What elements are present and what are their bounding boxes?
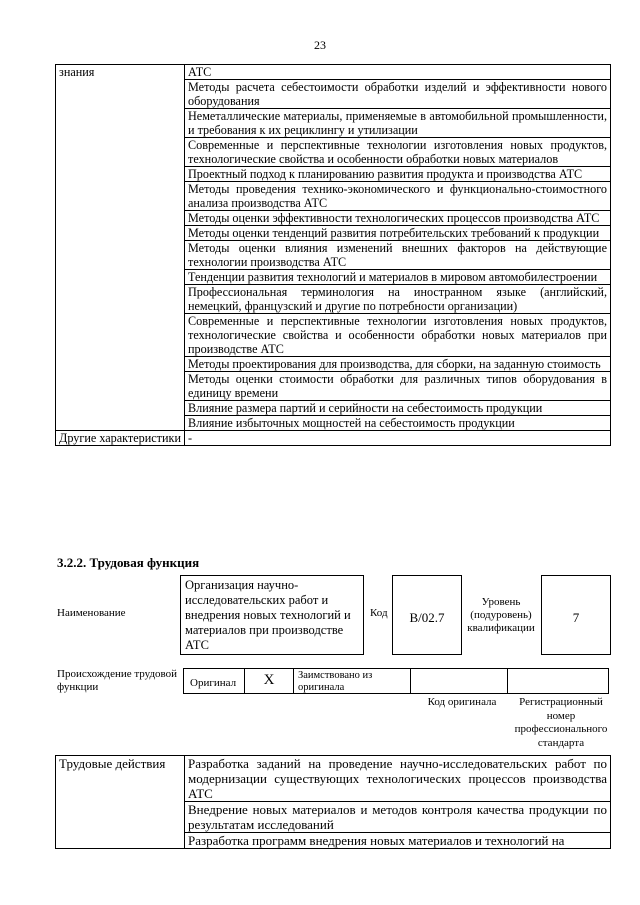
knowledge-item: Методы оценки стоимости обработки для различных типов оборудования в единицу времени xyxy=(185,372,611,401)
page-number: 23 xyxy=(314,38,326,52)
knowledge-item: Неметаллические материалы, применяемые в автомобильной промышленности, и требования к их рециклингу и утилизации xyxy=(185,109,611,138)
origin-label: Происхождение трудовой функции xyxy=(57,668,178,693)
knowledge-item: Методы оценки тенденций развития потребительских требований к продукции xyxy=(185,226,611,241)
knowledge-item: Современные и перспективные технологии изготовления новых продуктов, технологические свойства и особенности обработки новых материалов xyxy=(185,138,611,167)
knowledge-item: Влияние избыточных мощностей на себестоимость продукции xyxy=(185,416,611,431)
knowledge-item: Методы оценки влияния изменений внешних факторов на действующие технологии производства АТС xyxy=(185,241,611,270)
original-mark: X xyxy=(244,668,294,694)
knowledge-item: Методы проектирования для производства, для сборки, на заданную стоимость xyxy=(185,357,611,372)
section-title: 3.2.2. Трудовая функция xyxy=(57,555,200,570)
reg-number-label: Регистрационный номер профессионального стандарта xyxy=(514,696,608,749)
actions-label: Трудовые действия xyxy=(56,756,185,849)
origin-row xyxy=(184,668,611,694)
function-code-value: B/02.7 xyxy=(392,575,462,655)
action-item: Разработка заданий на проведение научно-исследовательских работ по модернизации существующих технологических процессов производства АТС xyxy=(185,756,611,802)
other-characteristics-value: - xyxy=(185,431,611,446)
knowledge-item: АТС xyxy=(185,65,611,80)
action-row xyxy=(56,756,611,802)
code-original-cell xyxy=(410,668,508,694)
function-name-label: Наименование xyxy=(57,607,126,619)
qualification-level-value: 7 xyxy=(541,575,611,655)
knowledge-row xyxy=(56,65,611,80)
original-label: Оригинал xyxy=(183,668,245,694)
knowledge-item: Профессиональная терминология на иностранном языке (английский, немецкий, французский и другие по потребности организации) xyxy=(185,285,611,314)
borrowed-label: Заимствовано из оригинала xyxy=(293,668,411,694)
knowledge-item: Влияние размера партий и серийности на себестоимость продукции xyxy=(185,401,611,416)
code-original-label: Код оригинала xyxy=(427,696,497,708)
function-name-value: Организация научно-исследовательских работ и внедрения новых технологий и материалов при производстве АТС xyxy=(180,575,364,655)
knowledge-item: Проектный подход к планированию развития продукта и производства АТС xyxy=(185,167,611,182)
knowledge-table xyxy=(55,64,611,446)
function-code-label: Код xyxy=(370,607,388,619)
action-item: Внедрение новых материалов и методов контроля качества продукции по результатам исследований xyxy=(185,802,611,833)
knowledge-item: Тенденции развития технологий и материалов в мировом автомобилестроении xyxy=(185,270,611,285)
other-characteristics-row xyxy=(56,431,611,446)
knowledge-label: знания xyxy=(56,65,185,431)
knowledge-item: Методы расчета себестоимости обработки изделий и эффективности нового оборудования xyxy=(185,80,611,109)
knowledge-item: Методы проведения технико-экономического и функционально-стоимостного анализа производства АТС xyxy=(185,182,611,211)
reg-number-cell xyxy=(507,668,609,694)
knowledge-item: Современные и перспективные технологии изготовления новых продуктов, технологические свойства и особенности обработки новых материалов при производстве АТС xyxy=(185,314,611,357)
knowledge-item: Методы оценки эффективности технологических процессов производства АТС xyxy=(185,211,611,226)
action-item: Разработка программ внедрения новых материалов и технологий на xyxy=(185,833,611,849)
other-characteristics-label: Другие характеристики xyxy=(56,431,185,446)
qualification-level-label: Уровень (подуровень) квалификации xyxy=(467,596,535,634)
actions-table xyxy=(55,755,611,849)
